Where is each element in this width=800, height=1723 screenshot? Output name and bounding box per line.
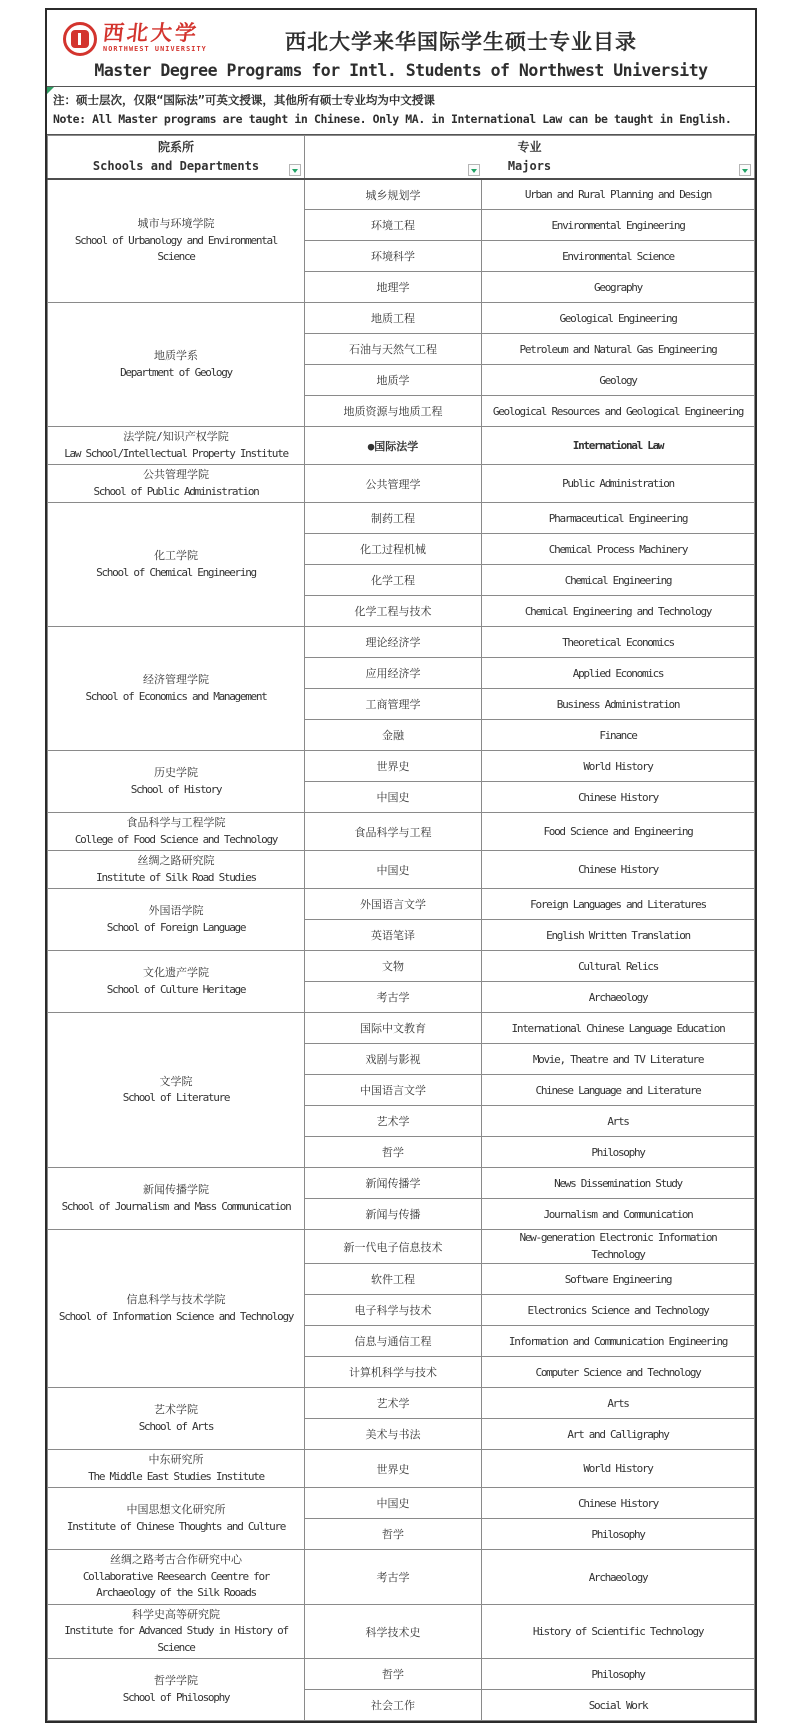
major-zh-cell: 城乡规划学 [305, 179, 482, 210]
school-name-en: School of Chemical Engineering [96, 565, 256, 579]
school-name-zh: 公共管理学院 [143, 468, 209, 482]
major-en-cell: Business Administration [482, 689, 755, 720]
school-name-en: The Middle East Studies Institute [88, 1469, 264, 1483]
major-zh-cell: 中国语言文学 [305, 1075, 482, 1106]
major-en-cell: International Chinese Language Education [482, 1013, 755, 1044]
school-cell [48, 851, 305, 889]
major-en-cell: Food Science and Engineering [482, 813, 755, 851]
school-name-zh: 信息科学与技术学院 [126, 1293, 226, 1307]
school-name-en: Institute for Advanced Study in History of Science [64, 1624, 288, 1654]
major-zh-cell: 化学工程 [305, 565, 482, 596]
table-row [48, 303, 755, 334]
major-en-cell: Theoretical Economics [482, 627, 755, 658]
school-name-zh: 新闻传播学院 [143, 1183, 209, 1197]
school-name-zh: 丝绸之路考古合作研究中心 [110, 1553, 242, 1567]
school-name-zh: 中东研究所 [148, 1453, 204, 1467]
school-cell [48, 1168, 305, 1230]
programs-table [47, 135, 755, 1722]
major-en-cell: Chemical Engineering [482, 565, 755, 596]
major-zh-cell: 地质学 [305, 365, 482, 396]
major-zh-cell: 考古学 [305, 1550, 482, 1605]
school-name-en: School of Urbanology and Environmental Science [74, 233, 278, 264]
page-title-en: Master Degree Programs for Intl. Students of Northwest University [94, 61, 708, 80]
col-header-majors-zh: 专业 [517, 140, 542, 155]
major-zh-cell: 地理学 [305, 272, 482, 303]
major-en-cell: Geography [482, 272, 755, 303]
table-row [48, 889, 755, 920]
major-zh-cell: 化学工程与技术 [305, 596, 482, 627]
major-en-cell: Urban and Rural Planning and Design [482, 179, 755, 210]
major-zh-cell: 社会工作 [305, 1690, 482, 1721]
table-row [48, 1550, 755, 1605]
table-row [48, 503, 755, 534]
major-en-cell: Electronics Science and Technology [482, 1295, 755, 1326]
school-cell [48, 1604, 305, 1659]
school-cell [48, 1013, 305, 1168]
major-en-cell: Movie, Theatre and TV Literature [482, 1044, 755, 1075]
major-en-cell: Chemical Engineering and Technology [482, 596, 755, 627]
major-zh-cell: 食品科学与工程 [305, 813, 482, 851]
major-en-cell: Chinese History [482, 1488, 755, 1519]
major-en-cell: Archaeology [482, 982, 755, 1013]
school-name-en: School of Culture Heritage [106, 982, 246, 996]
major-zh-cell: 新闻传播学 [305, 1168, 482, 1199]
major-en-cell: Cultural Relics [482, 951, 755, 982]
major-en-cell: Chinese History [482, 782, 755, 813]
school-name-zh: 哲学学院 [154, 1674, 198, 1688]
table-row [48, 1659, 755, 1690]
note-zh: 注：硕士层次，仅限“国际法”可英文授课，其他所有硕士专业均为中文授课 [53, 93, 435, 107]
school-name-en: School of Arts [138, 1419, 214, 1433]
school-name-en: Law School/Intellectual Property Institute [64, 446, 288, 460]
major-zh-cell: 地质资源与地质工程 [305, 396, 482, 427]
school-cell [48, 813, 305, 851]
major-zh-cell: 信息与通信工程 [305, 1326, 482, 1357]
table-row [48, 751, 755, 782]
major-en-cell: Philosophy [482, 1137, 755, 1168]
major-zh-cell: 艺术学 [305, 1106, 482, 1137]
school-name-zh: 经济管理学院 [143, 673, 209, 687]
school-cell [48, 627, 305, 751]
major-en-cell: English Written Translation [482, 920, 755, 951]
col-header-schools-zh: 院系所 [157, 140, 194, 155]
major-zh-cell: 世界史 [305, 1450, 482, 1488]
major-en-cell: Environmental Science [482, 241, 755, 272]
major-zh-cell: 工商管理学 [305, 689, 482, 720]
school-name-en: Institute of Chinese Thoughts and Culture [66, 1519, 286, 1533]
table-row [48, 1013, 755, 1044]
major-zh-cell: 哲学 [305, 1519, 482, 1550]
major-en-cell: Finance [482, 720, 755, 751]
major-en-cell: Archaeology [482, 1550, 755, 1605]
school-name-zh: 中国思想文化研究所 [126, 1503, 226, 1517]
note-block [47, 87, 755, 135]
table-row [48, 813, 755, 851]
school-name-zh: 文化遗产学院 [143, 966, 209, 980]
school-name-zh: 历史学院 [154, 766, 198, 780]
university-logo [63, 22, 207, 56]
logo-zh-name: 西北大学 [101, 20, 201, 45]
school-name-zh: 化工学院 [154, 549, 198, 563]
table-row [48, 1168, 755, 1199]
filter-dropdown-icon[interactable] [289, 164, 301, 176]
note-en: Note: All Master programs are taught in Chinese. Only MA. in International Law can be taught in English. [53, 111, 732, 126]
school-name-en: School of Foreign Language [106, 920, 246, 934]
logo-en-name: NORTHWEST UNIVERSITY [103, 45, 207, 53]
school-cell [48, 1388, 305, 1450]
school-name-en: School of Philosophy [122, 1690, 230, 1704]
school-cell [48, 1450, 305, 1488]
school-cell [48, 751, 305, 813]
major-zh-cell: 中国史 [305, 1488, 482, 1519]
school-cell [48, 1488, 305, 1550]
major-zh-cell: 化工过程机械 [305, 534, 482, 565]
major-en-cell: Geology [482, 365, 755, 396]
school-name-zh: 外国语学院 [148, 904, 204, 918]
major-zh-cell: 环境科学 [305, 241, 482, 272]
school-name-en: Department of Geology [120, 365, 232, 379]
major-zh-cell: 金融 [305, 720, 482, 751]
table-row [48, 951, 755, 982]
major-zh-cell: 地质工程 [305, 303, 482, 334]
school-cell [48, 889, 305, 951]
table-row [48, 851, 755, 889]
major-zh-cell: 应用经济学 [305, 658, 482, 689]
major-en-cell: World History [482, 1450, 755, 1488]
school-name-zh: 文学院 [159, 1074, 193, 1088]
major-zh-cell: 英语笔译 [305, 920, 482, 951]
major-zh-cell: 新闻与传播 [305, 1199, 482, 1230]
major-zh-cell: 戏剧与影视 [305, 1044, 482, 1075]
col-header-majors [305, 135, 755, 179]
major-en-cell: Philosophy [482, 1659, 755, 1690]
page-title-zh: 西北大学来华国际学生硕士专业目录 [285, 30, 637, 54]
major-zh-cell: 电子科学与技术 [305, 1295, 482, 1326]
table-row [48, 1388, 755, 1419]
school-cell [48, 179, 305, 303]
filter-dropdown-icon[interactable] [739, 164, 751, 176]
university-seal-icon [63, 22, 97, 56]
major-en-cell: Chinese History [482, 851, 755, 889]
major-zh-cell: 理论经济学 [305, 627, 482, 658]
major-en-cell: Art and Calligraphy [482, 1419, 755, 1450]
major-zh-cell: 世界史 [305, 751, 482, 782]
school-cell [48, 951, 305, 1013]
major-en-cell: World History [482, 751, 755, 782]
table-row [48, 1450, 755, 1488]
major-zh-cell: 文物 [305, 951, 482, 982]
school-name-zh: 法学院/知识产权学院 [123, 430, 229, 444]
school-name-en: College of Food Science and Technology [74, 832, 278, 846]
major-en-cell: Chinese Language and Literature [482, 1075, 755, 1106]
col-header-schools [48, 135, 305, 179]
major-en-cell: New-generation Electronic Information Technology [482, 1230, 755, 1264]
major-en-cell: Computer Science and Technology [482, 1357, 755, 1388]
school-name-en: School of Public Administration [93, 484, 259, 498]
table-row [48, 1604, 755, 1659]
school-cell [48, 1550, 305, 1605]
title-block [47, 10, 755, 87]
major-en-cell: Applied Economics [482, 658, 755, 689]
table-row [48, 465, 755, 503]
school-name-zh: 科学史高等研究院 [132, 1607, 220, 1621]
major-en-cell: Arts [482, 1106, 755, 1137]
major-zh-cell: 哲学 [305, 1137, 482, 1168]
school-name-zh: 城市与环境学院 [137, 217, 215, 231]
school-name-zh: 丝绸之路研究院 [137, 854, 215, 868]
school-cell [48, 427, 305, 465]
major-en-cell: Environmental Engineering [482, 210, 755, 241]
major-zh-cell: 计算机科学与技术 [305, 1357, 482, 1388]
major-en-cell: Philosophy [482, 1519, 755, 1550]
major-en-cell: Chemical Process Machinery [482, 534, 755, 565]
table-row [48, 1488, 755, 1519]
major-en-cell: News Dissemination Study [482, 1168, 755, 1199]
major-zh-cell: 新一代电子信息技术 [305, 1230, 482, 1264]
major-zh-cell: 中国史 [305, 851, 482, 889]
col-header-majors-en: Majors [507, 158, 552, 173]
table-row [48, 1230, 755, 1264]
major-en-cell: Information and Communication Engineering [482, 1326, 755, 1357]
major-zh-cell: 考古学 [305, 982, 482, 1013]
major-zh-cell: ●国际法学 [305, 427, 482, 465]
school-name-en: School of Literature [122, 1091, 230, 1105]
col-header-schools-en: Schools and Departments [92, 158, 260, 173]
major-en-cell: Arts [482, 1388, 755, 1419]
major-en-cell: Social Work [482, 1690, 755, 1721]
major-zh-cell: 中国史 [305, 782, 482, 813]
table-row [48, 179, 755, 210]
major-zh-cell: 制药工程 [305, 503, 482, 534]
school-name-en: School of Information Science and Technology [58, 1309, 294, 1323]
major-en-cell: Foreign Languages and Literatures [482, 889, 755, 920]
document-sheet [45, 8, 757, 1723]
major-en-cell: Journalism and Communication [482, 1199, 755, 1230]
table-row [48, 627, 755, 658]
major-en-cell: Pharmaceutical Engineering [482, 503, 755, 534]
major-en-cell: International Law [482, 427, 755, 465]
cell-comment-flag-icon [47, 87, 54, 94]
major-zh-cell: 科学技术史 [305, 1604, 482, 1659]
school-cell [48, 1659, 305, 1721]
major-zh-cell: 石油与天然气工程 [305, 334, 482, 365]
school-cell [48, 503, 305, 627]
major-zh-cell: 外国语言文学 [305, 889, 482, 920]
major-zh-cell: 美术与书法 [305, 1419, 482, 1450]
major-en-cell: Geological Engineering [482, 303, 755, 334]
school-cell [48, 303, 305, 427]
major-en-cell: Software Engineering [482, 1264, 755, 1295]
school-name-zh: 食品科学与工程学院 [126, 816, 226, 830]
major-zh-cell: 国际中文教育 [305, 1013, 482, 1044]
major-en-cell: Public Administration [482, 465, 755, 503]
major-en-cell: Geological Resources and Geological Engineering [482, 396, 755, 427]
table-header-row [48, 135, 755, 179]
school-cell [48, 1230, 305, 1388]
school-name-en: School of Economics and Management [85, 689, 267, 703]
major-zh-cell: 软件工程 [305, 1264, 482, 1295]
school-name-zh: 艺术学院 [154, 1403, 198, 1417]
major-en-cell: History of Scientific Technology [482, 1604, 755, 1659]
major-zh-cell: 公共管理学 [305, 465, 482, 503]
school-name-en: School of History [130, 782, 222, 796]
major-zh-cell: 环境工程 [305, 210, 482, 241]
school-name-en: Institute of Silk Road Studies [96, 870, 256, 884]
major-zh-cell: 哲学 [305, 1659, 482, 1690]
school-name-en: School of Journalism and Mass Communication [61, 1199, 291, 1213]
filter-dropdown-icon[interactable] [468, 164, 480, 176]
major-zh-cell: 艺术学 [305, 1388, 482, 1419]
school-name-zh: 地质学系 [154, 349, 198, 363]
school-name-en: Collaborative Reesearch Ceentre for Archaeology of the Silk Rooads [82, 1569, 270, 1600]
school-cell [48, 465, 305, 503]
major-en-cell: Petroleum and Natural Gas Engineering [482, 334, 755, 365]
table-row [48, 427, 755, 465]
